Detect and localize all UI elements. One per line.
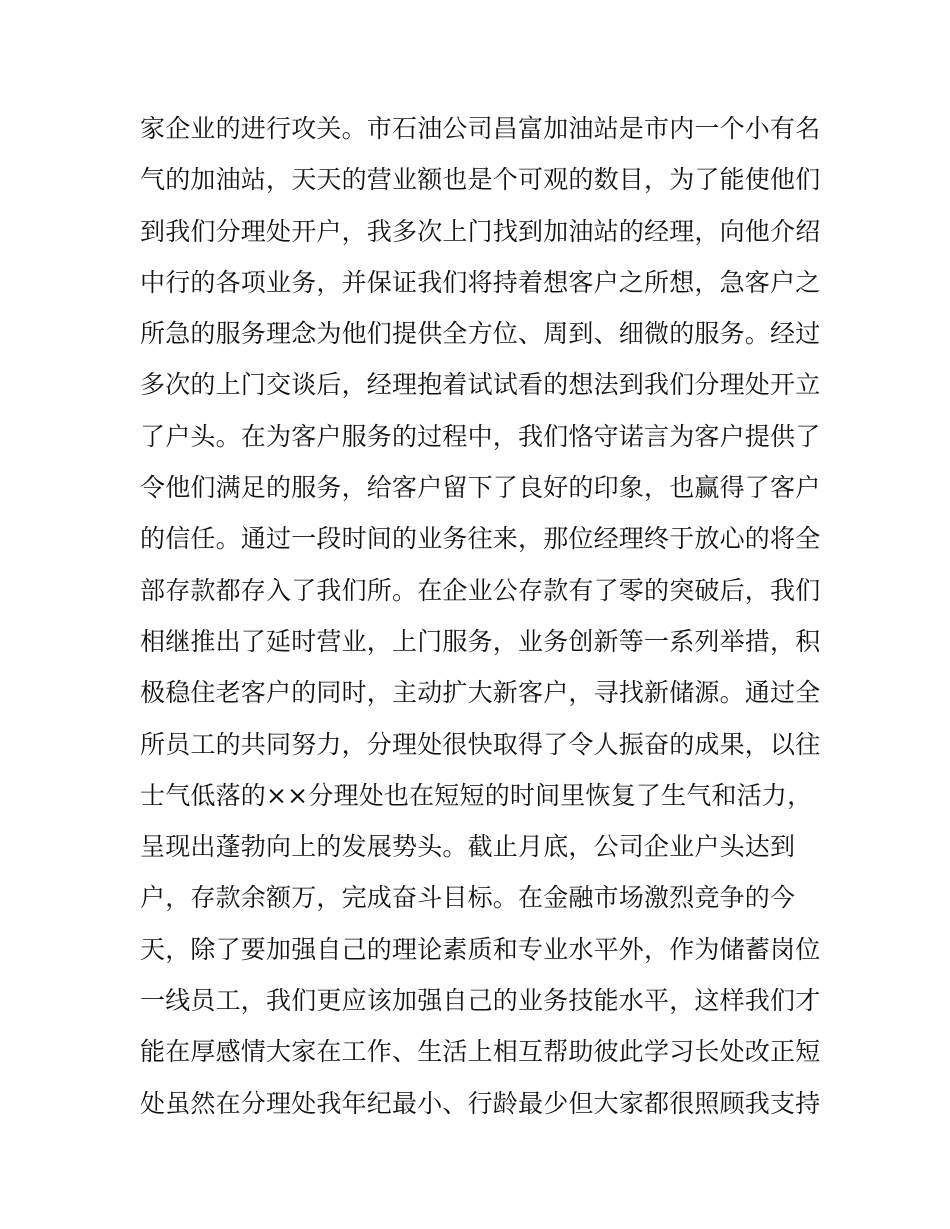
text-line: 处虽然在分理处我年纪最小、行龄最少但大家都很照顾我支持 xyxy=(140,1088,821,1118)
text-line: 相继推出了延时营业，上门服务，业务创新等一系列举措，积 xyxy=(140,626,821,656)
body-text xyxy=(140,103,820,1129)
text-line: 多次的上门交谈后，经理抱着试试看的想法到我们分理处开立 xyxy=(140,370,821,400)
text-line: 天，除了要加强自己的理论素质和专业水平外，作为储蓄岗位 xyxy=(140,934,821,964)
text-line: 的信任。通过一段时间的业务往来，那位经理终于放心的将全 xyxy=(140,524,821,554)
text-line: 所员工的共同努力，分理处很快取得了令人振奋的成果，以往 xyxy=(140,729,821,759)
text-line: 部存款都存入了我们所。在企业公存款有了零的突破后，我们 xyxy=(140,575,821,605)
text-line: 一线员工，我们更应该加强自己的业务技能水平，这样我们才 xyxy=(140,986,821,1016)
text-line: 气的加油站，天天的营业额也是个可观的数目，为了能使他们 xyxy=(140,165,821,195)
text-line: 家企业的进行攻关。市石油公司昌富加油站是市内一个小有名 xyxy=(140,114,821,143)
text-line: 呈现出蓬勃向上的发展势头。截止月底，公司企业户头达到 xyxy=(140,832,796,862)
text-line: 令他们满足的服务，给客户留下了良好的印象，也赢得了客户 xyxy=(140,473,821,503)
text-line: 士气低落的××分理处也在短短的时间里恢复了生气和活力， xyxy=(140,780,813,810)
text-line: 到我们分理处开户，我多次上门找到加油站的经理，向他介绍 xyxy=(140,216,821,246)
text-line: 所急的服务理念为他们提供全方位、周到、细微的服务。经过 xyxy=(140,319,821,349)
text-line: 极稳住老客户的同时，主动扩大新客户，寻找新储源。通过全 xyxy=(140,678,821,708)
text-line: 户，存款余额万，完成奋斗目标。在金融市场激烈竞争的今 xyxy=(140,883,796,913)
text-line: 中行的各项业务，并保证我们将持着想客户之所想，急客户之 xyxy=(140,267,821,297)
text-line: 能在厚感情大家在工作、生活上相互帮助彼此学习长处改正短 xyxy=(140,1037,821,1067)
text-line: 了户头。在为客户服务的过程中，我们恪守诺言为客户提供了 xyxy=(140,421,821,451)
